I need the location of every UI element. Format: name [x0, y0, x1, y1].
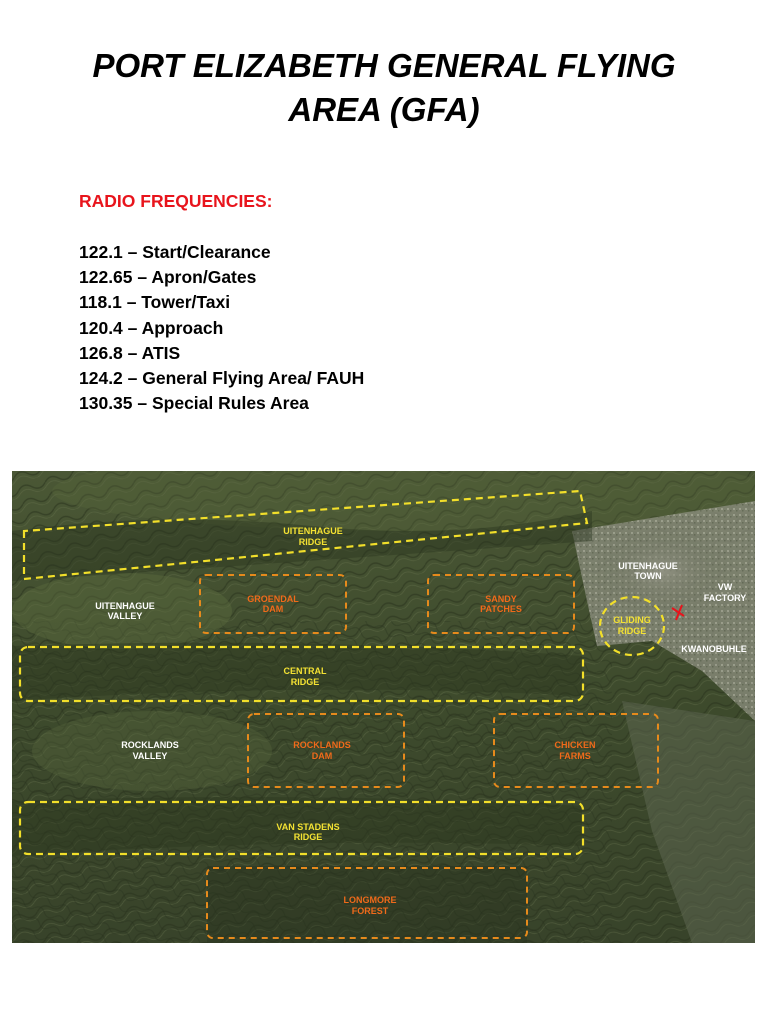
label-chicken-farms-2: FARMS: [559, 751, 591, 761]
map-svg: [12, 471, 755, 943]
label-uitenhague-valley-2: VALLEY: [107, 611, 143, 621]
label-rocklands-valley-2: VALLEY: [132, 751, 168, 761]
radio-frequency-list: [79, 240, 364, 416]
label-sandy-patches-2: PATCHES: [480, 604, 522, 614]
label-groendal-dam-1: GROENDAL: [247, 594, 299, 604]
label-uitenhague-ridge-2: RIDGE: [298, 537, 328, 547]
label-rocklands-valley-1: ROCKLANDS: [121, 740, 179, 750]
label-uitenhague-valley-1: UITENHAGUE: [95, 601, 155, 611]
page-title: [0, 44, 768, 132]
frequency-item: 120.4 – Approach: [79, 317, 224, 338]
label-uitenhague-ridge-1: UITENHAGUE: [283, 526, 343, 536]
label-rocklands-dam-1: ROCKLANDS: [293, 740, 351, 750]
label-chicken-farms-1: CHICKEN: [554, 740, 596, 750]
title-line-1: PORT ELIZABETH GENERAL FLYING: [92, 47, 676, 84]
label-central-ridge-2: RIDGE: [290, 677, 320, 687]
gfa-satellite-map: [12, 471, 755, 943]
frequency-item: 126.8 – ATIS: [79, 342, 181, 363]
label-uitenhague-town-1: UITENHAGUE: [618, 561, 678, 571]
title-line-2: AREA (GFA): [288, 91, 480, 128]
frequency-item: 122.65 – Apron/Gates: [79, 267, 257, 288]
frequency-item: 130.35 – Special Rules Area: [79, 393, 309, 414]
frequency-item: 124.2 – General Flying Area/ FAUH: [79, 368, 365, 389]
frequency-item: 118.1 – Tower/Taxi: [79, 292, 231, 313]
label-kwanobuhle: KWANOBUHLE: [681, 644, 747, 654]
label-van-stadens-ridge-1: VAN STADENS: [276, 822, 340, 832]
label-gliding-ridge-1: GLIDING: [613, 615, 651, 625]
label-central-ridge-1: CENTRAL: [283, 666, 327, 676]
frequency-item: 122.1 – Start/Clearance: [79, 242, 271, 262]
label-van-stadens-ridge-2: RIDGE: [293, 832, 323, 842]
radio-frequencies-heading: RADIO FREQUENCIES:: [79, 191, 273, 211]
label-groendal-dam-2: DAM: [262, 604, 284, 614]
label-gliding-ridge-2: RIDGE: [617, 626, 647, 636]
label-rocklands-dam-2: DAM: [311, 751, 333, 761]
label-longmore-forest-2: FOREST: [351, 906, 389, 916]
label-vw-factory-2: FACTORY: [703, 593, 747, 603]
label-sandy-patches-1: SANDY: [485, 594, 517, 604]
label-uitenhague-town-2: TOWN: [634, 571, 662, 581]
label-vw-factory-1: VW: [717, 582, 733, 592]
label-longmore-forest-1: LONGMORE: [343, 895, 397, 905]
